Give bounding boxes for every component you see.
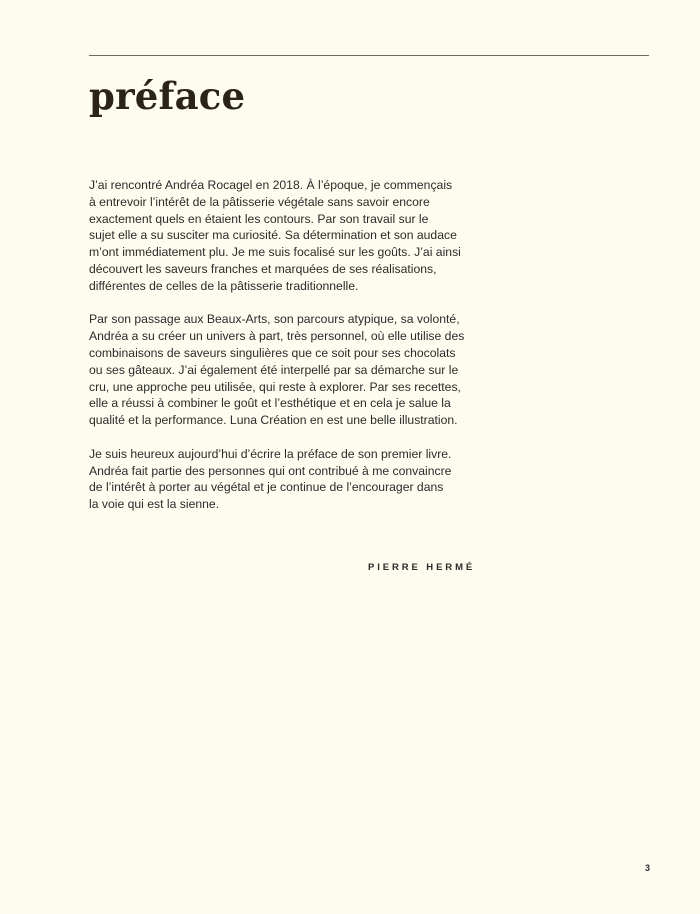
text-line: à entrevoir l’intérêt de la pâtisserie végétale sans savoir encore — [89, 194, 430, 209]
text-line: cru, une approche peu utilisée, qui reste à explorer. Par ses recettes, — [89, 379, 461, 394]
page-number: 3 — [645, 863, 651, 873]
header-rule — [89, 55, 649, 56]
paragraph-3 — [89, 446, 469, 513]
text-line: combinaisons de saveurs singulières que ce soit pour ses chocolats — [89, 345, 456, 360]
text-line: sujet elle a su susciter ma curiosité. Sa détermination et son audace — [89, 228, 457, 243]
text-line: J’ai rencontré Andréa Rocagel en 2018. À l’époque, je commençais — [89, 178, 453, 192]
text-line: la voie qui est la sienne. — [89, 497, 220, 512]
paragraph-1 — [89, 177, 469, 295]
text-line: ou ses gâteaux. J’ai également été interpellé par sa démarche sur le — [89, 362, 459, 377]
text-line: m’ont immédiatement plu. Je me suis focalisé sur les goûts. J’ai ainsi — [89, 245, 461, 260]
author-signature: PIERRE HERMÉ — [368, 562, 476, 573]
text-line: Je suis heureux aujourd’hui d’écrire la préface de son premier livre. — [89, 446, 452, 461]
text-line: différentes de celles de la pâtisserie traditionnelle. — [89, 278, 359, 293]
text-line: elle a réussi à combiner le goût et l’esthétique et en cela je salue la — [89, 396, 451, 411]
preface-body — [89, 177, 469, 530]
text-line: qualité et la performance. Luna Création en est une belle illustration. — [89, 413, 458, 428]
text-line: Par son passage aux Beaux-Arts, son parcours atypique, sa volonté, — [89, 312, 460, 327]
text-line: exactement quels en étaient les contours. Par son travail sur le — [89, 211, 429, 226]
page-title: préface — [89, 74, 246, 118]
text-line: Andréa a su créer un univers à part, très personnel, où elle utilise des — [89, 329, 465, 344]
paragraph-2 — [89, 311, 469, 429]
text-line: Andréa fait partie des personnes qui ont contribué à me convaincre — [89, 463, 452, 478]
text-line: de l’intérêt à porter au végétal et je continue de l’encourager dans — [89, 480, 444, 495]
text-line: découvert les saveurs franches et marquées de ses réalisations, — [89, 261, 437, 276]
